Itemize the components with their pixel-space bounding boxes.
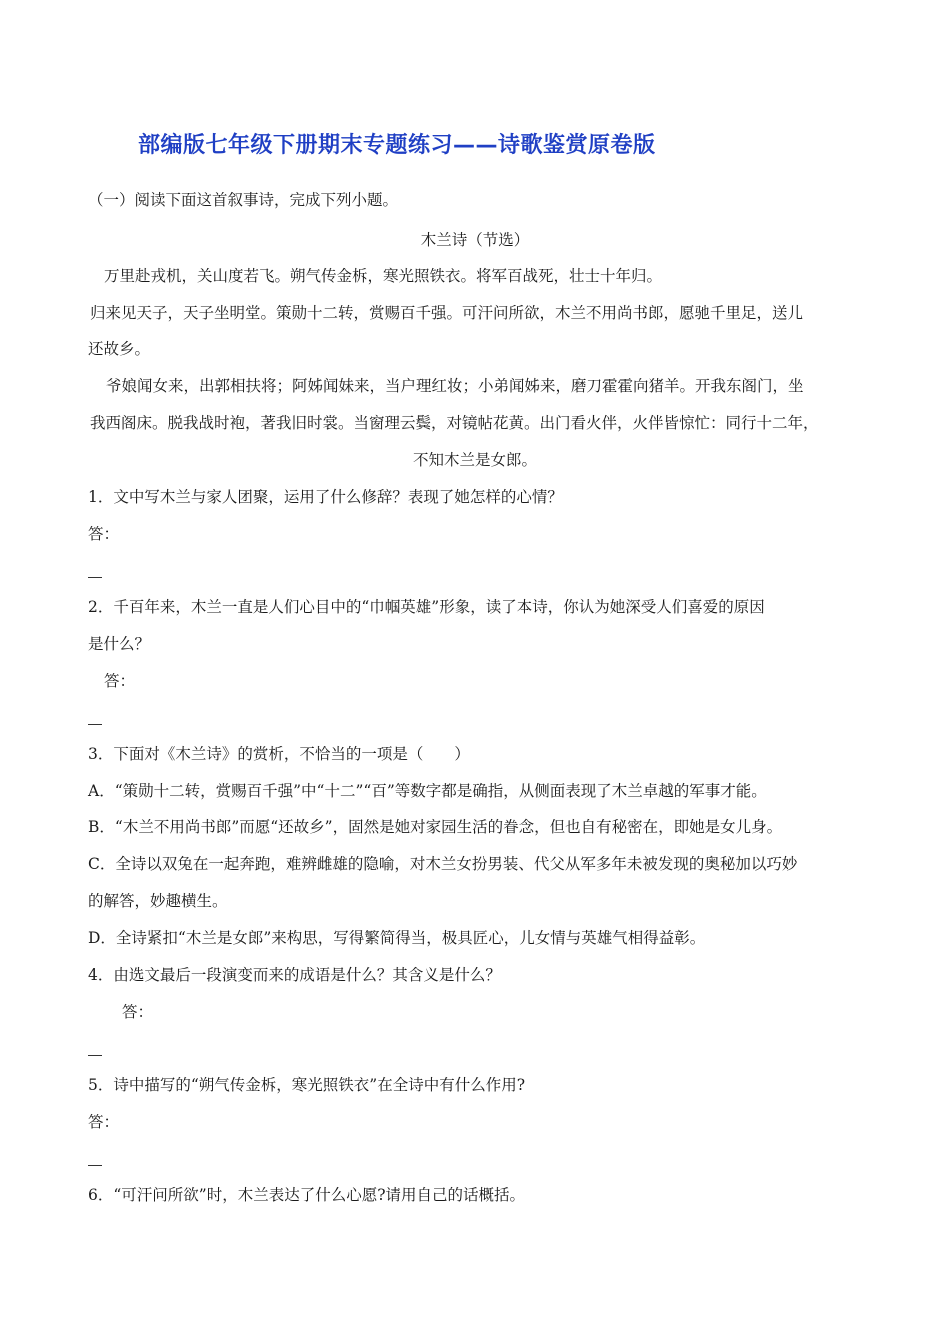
answer-line[interactable] (88, 1165, 102, 1166)
answer-label: 答： (104, 672, 136, 690)
question-4: 4．由选文最后一段演变而来的成语是什么？其含义是什么？ (88, 966, 501, 984)
option-d[interactable]: D．全诗紧扣“木兰是女郎”来构思，写得繁简得当，极具匠心，儿女情与英雄气相得益彰。 (88, 929, 706, 947)
question-2-cont: 是什么？ (88, 635, 151, 653)
answer-line[interactable] (88, 724, 102, 725)
question-5: 5．诗中描写的“朔气传金柝，寒光照铁衣”在全诗中有什么作用? (88, 1076, 526, 1094)
section-intro: （一）阅读下面这首叙事诗，完成下列小题。 (88, 191, 399, 209)
poem-line: 爷娘闻女来，出郭相扶将；阿姊闻妹来，当户理红妆；小弟闻姊来，磨刀霍霍向猪羊。开我东阁门，坐 (106, 377, 804, 395)
answer-label: 答： (88, 525, 120, 543)
poem-line: 归来见天子，天子坐明堂。策勋十二转，赏赐百千强。可汗问所欲，木兰不用尚书郎，愿驰千里足，送儿 (90, 304, 804, 322)
question-3: 3．下面对《木兰诗》的赏析，不恰当的一项是（ ） (88, 745, 470, 763)
option-b[interactable]: B．“木兰不用尚书郎”而愿“还故乡”，固然是她对家园生活的眷念，但也自有秘密在，即她是女儿身。 (88, 818, 783, 836)
document-title: 部编版七年级下册期末专题练习——诗歌鉴赏原卷版 (138, 133, 656, 158)
answer-line[interactable] (88, 577, 102, 578)
poem-line: 还故乡。 (88, 340, 151, 358)
question-1: 1．文中写木兰与家人团聚，运用了什么修辞？表现了她怎样的心情？ (88, 488, 563, 506)
answer-label: 答： (122, 1003, 154, 1021)
question-6: 6．“可汗问所欲”时，木兰表达了什么心愿?请用自己的话概括。 (88, 1186, 526, 1204)
answer-line[interactable] (88, 1055, 102, 1056)
option-c[interactable]: C．全诗以双兔在一起奔跑，难辨雌雄的隐喻，对木兰女扮男装、代父从军多年未被发现的奥秘加以巧妙 (88, 855, 798, 873)
poem-line: 我西阁床。脱我战时袍，著我旧时裳。当窗理云鬓，对镜帖花黄。出门看火伴，火伴皆惊忙：同行十二年， (90, 414, 819, 432)
option-c-cont: 的解答，妙趣横生。 (88, 892, 228, 910)
poem-line: 万里赴戎机，关山度若飞。朔气传金柝，寒光照铁衣。将军百战死，壮士十年归。 (104, 267, 663, 285)
option-a[interactable]: A．“策勋十二转，赏赐百千强”中“十二”“百”等数字都是确指，从侧面表现了木兰卓越的军事才能。 (88, 782, 767, 800)
answer-label: 答： (88, 1113, 120, 1131)
question-2: 2．千百年来，木兰一直是人们心目中的“巾帼英雄”形象，读了本诗，你认为她深受人们喜爱的原因 (88, 598, 765, 616)
poem-line: 不知木兰是女郎。 (412, 451, 537, 469)
poem-heading: 木兰诗（节选） (420, 231, 530, 249)
